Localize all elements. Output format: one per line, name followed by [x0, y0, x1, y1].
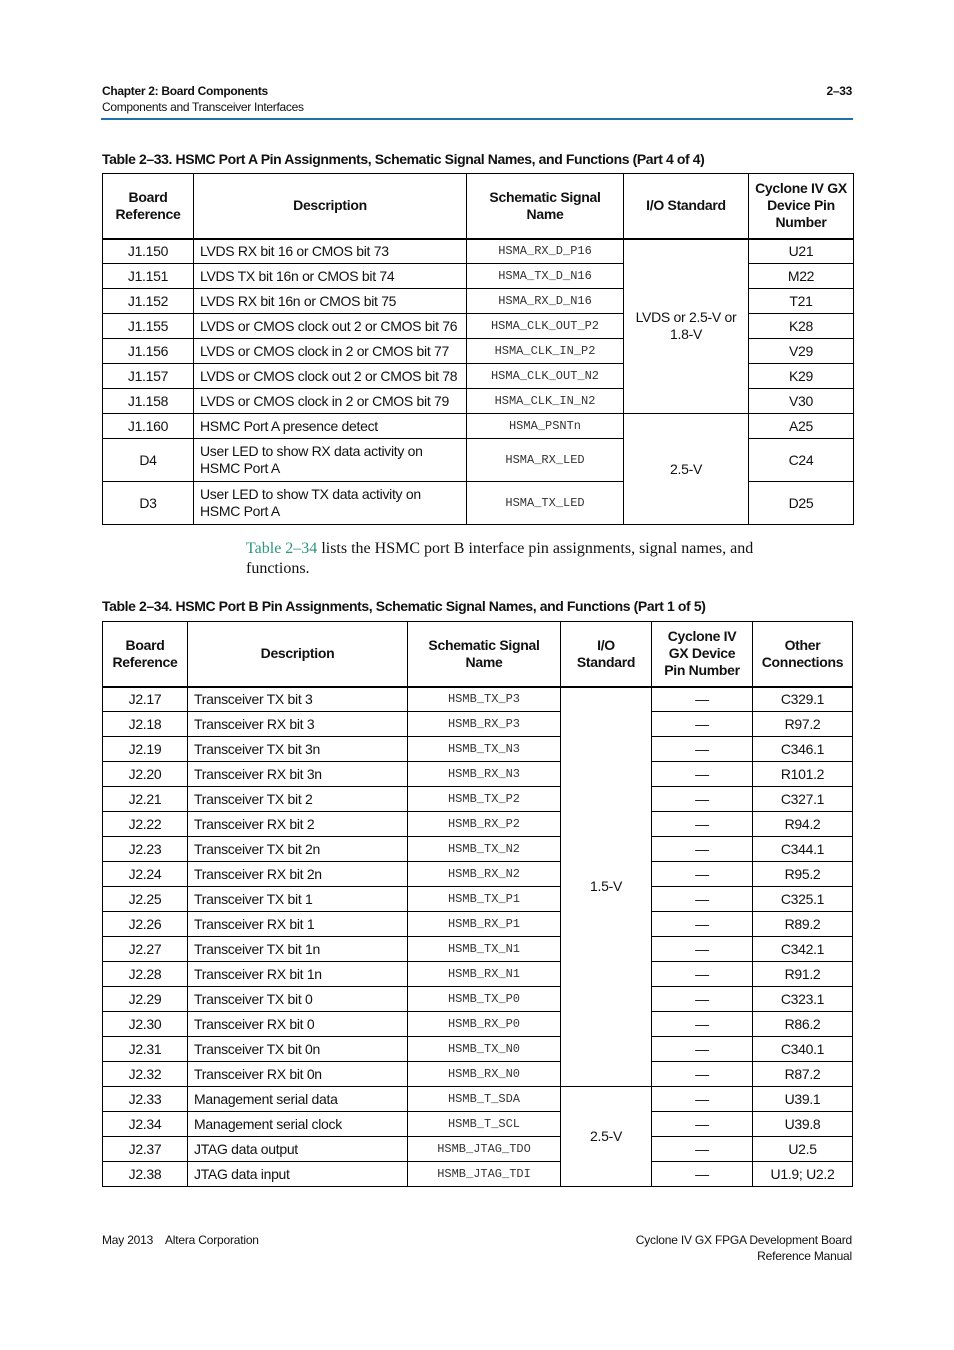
signal-name: HSMB_JTAG_TDI [408, 1162, 561, 1187]
pin-number: — [652, 787, 753, 812]
pin-number: — [652, 1087, 753, 1112]
description: Management serial data [188, 1087, 408, 1112]
board-reference: J2.19 [103, 737, 188, 762]
signal-name: HSMB_RX_P0 [408, 1012, 561, 1037]
other-connection: R86.2 [753, 1012, 853, 1037]
column-header: Other Connections [753, 622, 853, 687]
footer-doc-sub: Reference Manual [757, 1249, 852, 1263]
table-row [103, 687, 853, 712]
description: Transceiver TX bit 0n [188, 1037, 408, 1062]
board-reference: J2.34 [103, 1112, 188, 1137]
table-row [103, 962, 853, 987]
board-reference: J2.23 [103, 837, 188, 862]
board-reference: J2.30 [103, 1012, 188, 1037]
table-hsmc-port-b [102, 621, 853, 1187]
column-header: I/O Standard [561, 622, 652, 687]
chapter-title: Chapter 2: Board Components [102, 84, 268, 98]
table-row [103, 1162, 853, 1187]
signal-name: HSMB_RX_P2 [408, 812, 561, 837]
table-row [103, 812, 853, 837]
board-reference: J2.29 [103, 987, 188, 1012]
pin-number: — [652, 1062, 753, 1087]
board-reference: J2.22 [103, 812, 188, 837]
pin-number: K28 [749, 314, 854, 339]
column-header: I/O Standard [624, 174, 749, 239]
signal-name: HSMB_TX_P0 [408, 987, 561, 1012]
other-connection: C329.1 [753, 687, 853, 712]
signal-name: HSMB_TX_N2 [408, 837, 561, 862]
table-row [103, 762, 853, 787]
io-standard-cell: 1.5-V [561, 687, 652, 1087]
board-reference: J2.17 [103, 687, 188, 712]
signal-name: HSMB_TX_P2 [408, 787, 561, 812]
description: Transceiver RX bit 2 [188, 812, 408, 837]
signal-name: HSMB_TX_P3 [408, 687, 561, 712]
board-reference: J2.20 [103, 762, 188, 787]
section-title: Components and Transceiver Interfaces [102, 100, 304, 114]
header-rule [101, 118, 853, 120]
table-row [103, 712, 853, 737]
column-header: Schematic Signal Name [467, 174, 624, 239]
signal-name: HSMB_RX_N1 [408, 962, 561, 987]
signal-name: HSMA_CLK_IN_P2 [467, 339, 624, 364]
table-row [103, 1112, 853, 1137]
pin-number: — [652, 1037, 753, 1062]
footer-date: May 2013 [102, 1233, 154, 1247]
pin-number: — [652, 1162, 753, 1187]
table-row [103, 887, 853, 912]
other-connection: R101.2 [753, 762, 853, 787]
signal-name: HSMB_TX_N3 [408, 737, 561, 762]
signal-name: HSMA_RX_D_N16 [467, 289, 624, 314]
description: LVDS or CMOS clock in 2 or CMOS bit 77 [194, 339, 467, 364]
pin-number: — [652, 812, 753, 837]
board-reference: J2.18 [103, 712, 188, 737]
footer-company: Altera Corporation [165, 1233, 259, 1247]
pin-number: — [652, 937, 753, 962]
board-reference: J1.155 [103, 314, 194, 339]
signal-name: HSMB_T_SDA [408, 1087, 561, 1112]
board-reference: J1.151 [103, 264, 194, 289]
other-connection: C325.1 [753, 887, 853, 912]
description: Transceiver TX bit 0 [188, 987, 408, 1012]
table-link[interactable]: Table 2–34 [246, 540, 318, 557]
board-reference: J2.26 [103, 912, 188, 937]
table-row [103, 987, 853, 1012]
column-header: Cyclone IV GX Device Pin Number [652, 622, 753, 687]
board-reference: J2.25 [103, 887, 188, 912]
table-row [103, 837, 853, 862]
signal-name: HSMB_RX_N0 [408, 1062, 561, 1087]
description: Transceiver RX bit 0 [188, 1012, 408, 1037]
description: JTAG data input [188, 1162, 408, 1187]
signal-name: HSMB_TX_N1 [408, 937, 561, 962]
table-row [103, 737, 853, 762]
signal-name: HSMA_RX_D_P16 [467, 239, 624, 264]
board-reference: J1.157 [103, 364, 194, 389]
board-reference: J1.160 [103, 414, 194, 439]
signal-name: HSMB_JTAG_TDO [408, 1137, 561, 1162]
signal-name: HSMB_RX_N2 [408, 862, 561, 887]
signal-name: HSMB_TX_P1 [408, 887, 561, 912]
page-number: 2–33 [826, 84, 852, 98]
other-connection: R94.2 [753, 812, 853, 837]
table-row [103, 787, 853, 812]
signal-name: HSMA_TX_D_N16 [467, 264, 624, 289]
column-header: Schematic Signal Name [408, 622, 561, 687]
signal-name: HSMA_CLK_OUT_P2 [467, 314, 624, 339]
signal-name: HSMA_RX_LED [467, 439, 624, 482]
signal-name: HSMB_RX_P1 [408, 912, 561, 937]
table-row [103, 414, 854, 439]
description: Transceiver TX bit 3 [188, 687, 408, 712]
other-connection: R87.2 [753, 1062, 853, 1087]
description: LVDS RX bit 16n or CMOS bit 75 [194, 289, 467, 314]
other-connection: C323.1 [753, 987, 853, 1012]
pin-number: A25 [749, 414, 854, 439]
board-reference: J2.32 [103, 1062, 188, 1087]
table1-caption: Table 2–33. HSMC Port A Pin Assignments, Schematic Signal Names, and Functions (Part 4 of 4) [102, 151, 705, 167]
description: Transceiver RX bit 0n [188, 1062, 408, 1087]
board-reference: J2.24 [103, 862, 188, 887]
pin-number: V30 [749, 389, 854, 414]
other-connection: C342.1 [753, 937, 853, 962]
description: Transceiver RX bit 1 [188, 912, 408, 937]
table2-caption: Table 2–34. HSMC Port B Pin Assignments, Schematic Signal Names, and Functions (Part 1 of 5) [102, 598, 706, 614]
io-standard-cell: 2.5-V [561, 1087, 652, 1187]
description: Transceiver TX bit 2n [188, 837, 408, 862]
table-row [103, 1062, 853, 1087]
signal-name: HSMA_PSNTn [467, 414, 624, 439]
pin-number: — [652, 1012, 753, 1037]
pin-number: V29 [749, 339, 854, 364]
other-connection: U39.1 [753, 1087, 853, 1112]
description: Transceiver RX bit 3n [188, 762, 408, 787]
column-header: Description [194, 174, 467, 239]
description: LVDS TX bit 16n or CMOS bit 74 [194, 264, 467, 289]
board-reference: J2.21 [103, 787, 188, 812]
pin-number: D25 [749, 482, 854, 525]
other-connection: C340.1 [753, 1037, 853, 1062]
column-header: Cyclone IV GX Device Pin Number [749, 174, 854, 239]
footer-doc-title: Cyclone IV GX FPGA Development Board [635, 1233, 852, 1247]
description: LVDS or CMOS clock out 2 or CMOS bit 78 [194, 364, 467, 389]
signal-name: HSMA_CLK_OUT_N2 [467, 364, 624, 389]
pin-number: — [652, 737, 753, 762]
board-reference: J2.38 [103, 1162, 188, 1187]
signal-name: HSMA_TX_LED [467, 482, 624, 525]
board-reference: J2.37 [103, 1137, 188, 1162]
board-reference: J1.150 [103, 239, 194, 264]
description: HSMC Port A presence detect [194, 414, 467, 439]
io-standard-cell: LVDS or 2.5-V or 1.8-V [624, 239, 749, 414]
table-row [103, 1137, 853, 1162]
board-reference: J2.31 [103, 1037, 188, 1062]
description: LVDS or CMOS clock in 2 or CMOS bit 79 [194, 389, 467, 414]
board-reference: J2.27 [103, 937, 188, 962]
description: Transceiver TX bit 3n [188, 737, 408, 762]
pin-number: — [652, 837, 753, 862]
pin-number: — [652, 862, 753, 887]
pin-number: — [652, 712, 753, 737]
column-header: Board Reference [103, 174, 194, 239]
description: JTAG data output [188, 1137, 408, 1162]
other-connection: C344.1 [753, 837, 853, 862]
pin-number: — [652, 887, 753, 912]
description: Transceiver RX bit 2n [188, 862, 408, 887]
pin-number: — [652, 762, 753, 787]
other-connection: R89.2 [753, 912, 853, 937]
description: Transceiver TX bit 1n [188, 937, 408, 962]
signal-name: HSMA_CLK_IN_N2 [467, 389, 624, 414]
table-row [103, 1037, 853, 1062]
signal-name: HSMB_RX_N3 [408, 762, 561, 787]
table-row [103, 862, 853, 887]
pin-number: — [652, 687, 753, 712]
io-standard-cell: 2.5-V [624, 414, 749, 525]
board-reference: J1.152 [103, 289, 194, 314]
description: LVDS RX bit 16 or CMOS bit 73 [194, 239, 467, 264]
board-reference: D4 [103, 439, 194, 482]
other-connection: U39.8 [753, 1112, 853, 1137]
column-header: Board Reference [103, 622, 188, 687]
table-row [103, 937, 853, 962]
board-reference: J2.28 [103, 962, 188, 987]
pin-number: U21 [749, 239, 854, 264]
other-connection: U1.9; U2.2 [753, 1162, 853, 1187]
description: LVDS or CMOS clock out 2 or CMOS bit 76 [194, 314, 467, 339]
description: User LED to show RX data activity on HSMC Port A [194, 439, 467, 482]
pin-number: M22 [749, 264, 854, 289]
description: Transceiver TX bit 1 [188, 887, 408, 912]
pin-number: T21 [749, 289, 854, 314]
description: Management serial clock [188, 1112, 408, 1137]
table-row [103, 1012, 853, 1037]
pin-number: — [652, 1112, 753, 1137]
other-connection: C346.1 [753, 737, 853, 762]
table-hsmc-port-a [102, 173, 854, 525]
other-connection: U2.5 [753, 1137, 853, 1162]
board-reference: J1.158 [103, 389, 194, 414]
description: Transceiver RX bit 1n [188, 962, 408, 987]
signal-name: HSMB_T_SCL [408, 1112, 561, 1137]
signal-name: HSMB_RX_P3 [408, 712, 561, 737]
other-connection: R97.2 [753, 712, 853, 737]
pin-number: — [652, 962, 753, 987]
description: User LED to show TX data activity on HSMC Port A [194, 482, 467, 525]
pin-number: — [652, 987, 753, 1012]
other-connection: R95.2 [753, 862, 853, 887]
column-header: Description [188, 622, 408, 687]
board-reference: J1.156 [103, 339, 194, 364]
other-connection: R91.2 [753, 962, 853, 987]
description: Transceiver TX bit 2 [188, 787, 408, 812]
table-row [103, 1087, 853, 1112]
table-row [103, 912, 853, 937]
intro-paragraph: Table 2–34 lists the HSMC port B interface pin assignments, signal names, and functions. [246, 540, 754, 577]
board-reference: J2.33 [103, 1087, 188, 1112]
board-reference: D3 [103, 482, 194, 525]
description: Transceiver RX bit 3 [188, 712, 408, 737]
signal-name: HSMB_TX_N0 [408, 1037, 561, 1062]
other-connection: C327.1 [753, 787, 853, 812]
pin-number: K29 [749, 364, 854, 389]
pin-number: C24 [749, 439, 854, 482]
table-row [103, 239, 854, 264]
pin-number: — [652, 912, 753, 937]
pin-number: — [652, 1137, 753, 1162]
